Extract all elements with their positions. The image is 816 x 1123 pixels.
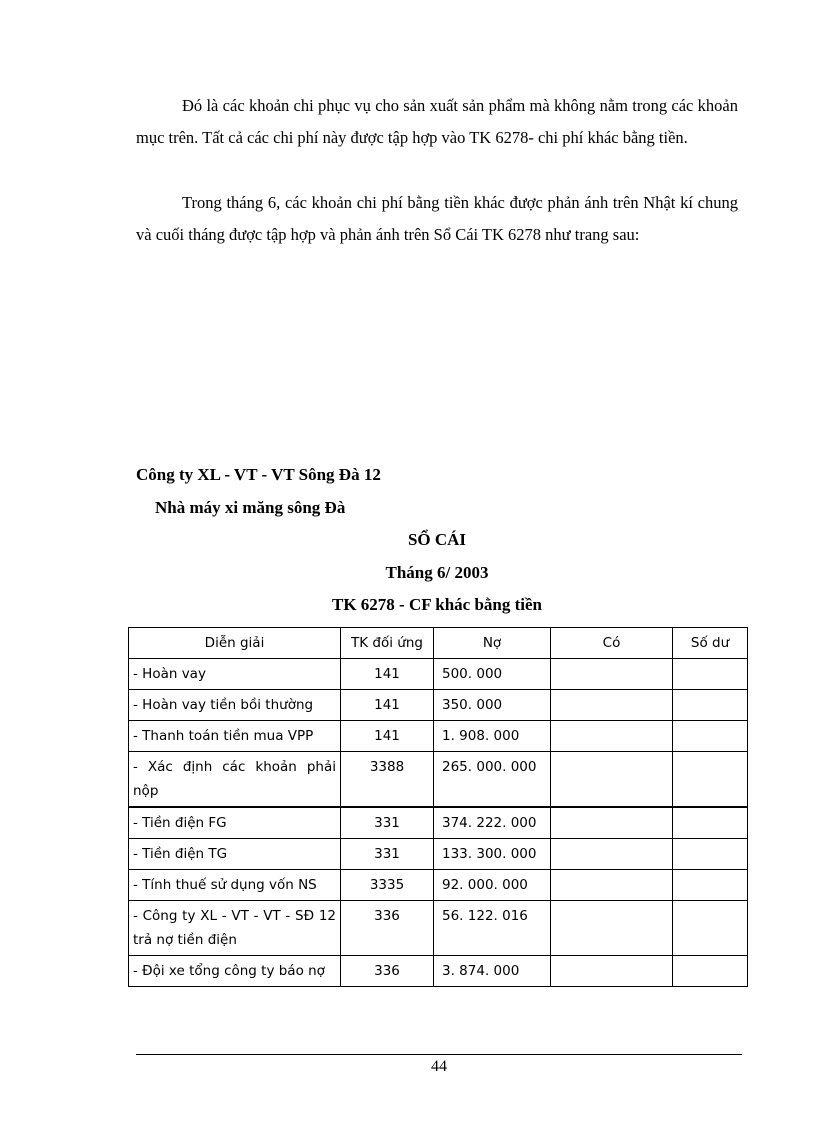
row-description: - Thanh toán tiền mua VPP [129, 721, 341, 752]
row-contra-account: 141 [341, 721, 434, 752]
row-contra-account: 331 [341, 839, 434, 870]
row-contra-account: 336 [341, 956, 434, 987]
row-description: - Tiền điện FG [129, 807, 341, 839]
row-credit [551, 721, 673, 752]
row-description: - Tính thuế sử dụng vốn NS [129, 870, 341, 901]
row-debit: 265. 000. 000 [434, 752, 551, 808]
row-debit: 350. 000 [434, 690, 551, 721]
page-number: 44 [431, 1058, 447, 1075]
row-credit [551, 752, 673, 808]
row-credit [551, 839, 673, 870]
table-row [129, 956, 748, 987]
ledger-title: SỔ CÁI [407, 530, 467, 549]
ledger-intro-paragraph-text: Trong tháng 6, các khoản chi phí bằng tiền khác được phản ánh trên Nhật kí chung và cuối tháng được tập hợp và phản ánh trên Sổ Cái TK 6278 như trang sau: [136, 193, 738, 244]
row-contra-account: 141 [341, 659, 434, 690]
table-row [129, 690, 748, 721]
row-contra-account: 3388 [341, 752, 434, 808]
row-balance [673, 690, 748, 721]
column-header-description: Diễn giải [129, 628, 341, 659]
column-header-contra-account: TK đối ứng [341, 628, 434, 659]
row-credit [551, 690, 673, 721]
ledger-account: TK 6278 - CF khác bằng tiền [331, 595, 542, 614]
row-balance [673, 839, 748, 870]
row-debit: 3. 874. 000 [434, 956, 551, 987]
row-debit: 374. 222. 000 [434, 807, 551, 839]
row-debit: 500. 000 [434, 659, 551, 690]
row-contra-account: 141 [341, 690, 434, 721]
row-contra-account: 331 [341, 807, 434, 839]
row-balance [673, 752, 748, 808]
row-description: - Hoàn vay tiền bồi thường [129, 690, 341, 721]
table-header-row [129, 628, 748, 659]
factory-name: Nhà máy xi măng sông Đà [155, 498, 346, 517]
row-credit [551, 659, 673, 690]
row-contra-account: 3335 [341, 870, 434, 901]
table-row [129, 870, 748, 901]
row-balance [673, 901, 748, 956]
table-row [129, 752, 748, 808]
row-credit [551, 956, 673, 987]
row-balance [673, 807, 748, 839]
intro-paragraph-text: Đó là các khoản chi phục vụ cho sản xuất sản phẩm mà không nằm trong các khoản mục trên. Tất cả các chi phí này được tập hợp vào TK 6278- chi phí khác bằng tiền. [136, 96, 738, 147]
table-row [129, 807, 748, 839]
row-description: - Tiền điện TG [129, 839, 341, 870]
row-balance [673, 870, 748, 901]
row-debit: 133. 300. 000 [434, 839, 551, 870]
column-header-debit: Nợ [434, 628, 551, 659]
column-header-balance: Số dư [673, 628, 748, 659]
row-contra-account: 336 [341, 901, 434, 956]
column-header-credit: Có [551, 628, 673, 659]
company-name: Công ty XL - VT - VT Sông Đà 12 [136, 465, 381, 484]
row-credit [551, 807, 673, 839]
row-debit: 56. 122. 016 [434, 901, 551, 956]
row-description: - Công ty XL - VT - VT - SĐ 12 trả nợ tiền điện [129, 901, 341, 956]
table-row [129, 721, 748, 752]
table-row [129, 839, 748, 870]
ledger-period: Tháng 6/ 2003 [385, 563, 489, 582]
ledger-intro-paragraph [136, 187, 738, 251]
intro-paragraph [136, 90, 738, 154]
row-debit: 92. 000. 000 [434, 870, 551, 901]
row-description: - Xác định các khoản phải nộp [129, 752, 341, 808]
row-credit [551, 870, 673, 901]
row-description: - Hoàn vay [129, 659, 341, 690]
table-row [129, 901, 748, 956]
row-balance [673, 956, 748, 987]
row-balance [673, 721, 748, 752]
table-row [129, 659, 748, 690]
row-balance [673, 659, 748, 690]
footer-divider [136, 1054, 742, 1055]
row-description: - Đội xe tổng công ty báo nợ [129, 956, 341, 987]
row-debit: 1. 908. 000 [434, 721, 551, 752]
row-credit [551, 901, 673, 956]
ledger-table [128, 627, 748, 987]
